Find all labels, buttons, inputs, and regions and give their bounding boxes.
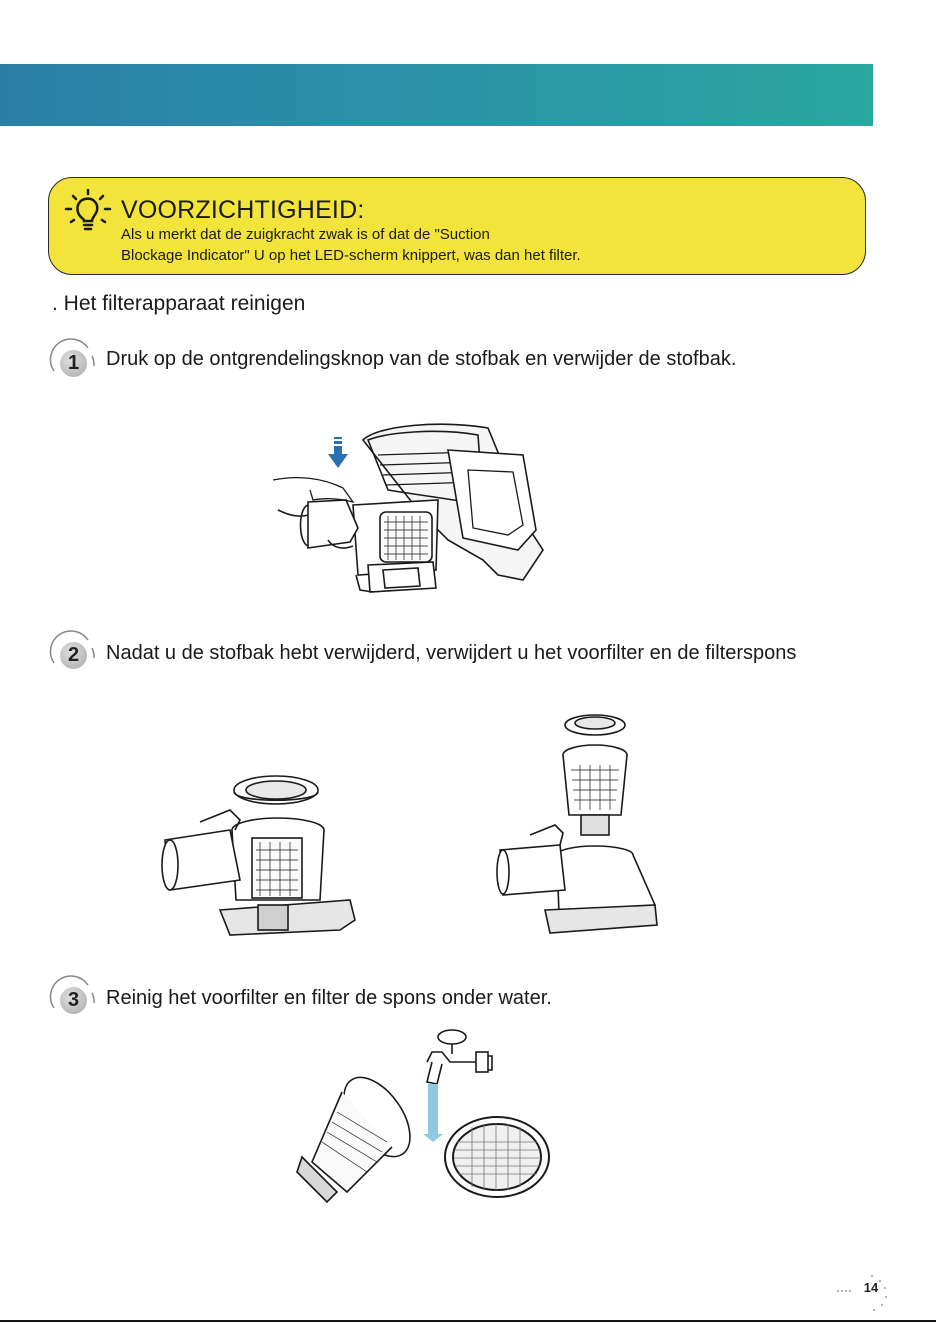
press-down-arrow-icon xyxy=(328,437,348,468)
step-1-text: Druk op de ontgrendelingsknop van de stofbak en verwijder de stofbak. xyxy=(106,348,737,370)
step-2-number: 2 xyxy=(60,642,87,669)
step-2-badge xyxy=(48,630,98,680)
caution-text xyxy=(121,224,841,266)
step-3-text: Reinig het voorfilter en filter de spons onder water. xyxy=(106,987,552,1009)
prefilter-sponge-removal-right-illustration xyxy=(495,705,665,945)
caution-title: VOORZICHTIGHEID: xyxy=(121,196,365,224)
rinse-under-water-illustration xyxy=(292,1022,552,1207)
step-2-text: Nadat u de stofbak hebt verwijderd, verwijdert u het voorfilter en de filterspons xyxy=(106,642,797,664)
lightbulb-icon xyxy=(63,188,115,240)
caution-box xyxy=(48,177,866,275)
bottom-rule xyxy=(0,1320,936,1322)
page-number: 14 xyxy=(863,1280,879,1295)
header-bar xyxy=(0,64,873,126)
step-1-badge xyxy=(48,338,98,388)
remove-dustbin-illustration xyxy=(268,410,558,600)
step-1-number: 1 xyxy=(60,350,87,377)
step-3-number: 3 xyxy=(60,987,87,1014)
sponge-filter xyxy=(445,1117,549,1197)
prefilter-sponge-removal-left-illustration xyxy=(160,770,360,940)
step-3-badge xyxy=(48,975,98,1025)
caution-line-2: Blockage Indicator" U op het LED-scherm knippert, was dan het filter. xyxy=(121,247,581,264)
caution-line-1: Als u merkt dat de zuigkracht zwak is of dat de "Suction xyxy=(121,226,490,243)
section-title: . Het filterapparaat reinigen xyxy=(52,292,306,315)
